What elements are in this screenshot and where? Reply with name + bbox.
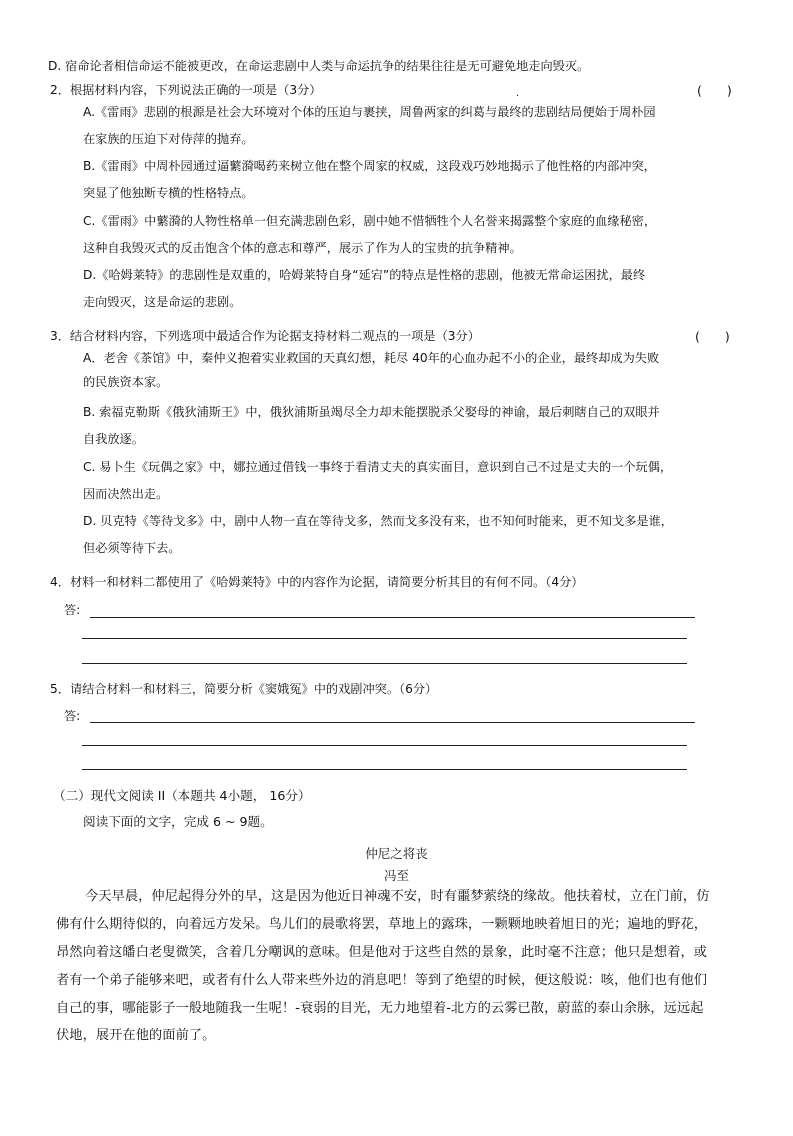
q2-option-c-line1: C.《雷雨》中蘩漪的人物性格单一但充满悲剧色彩，剧中她不惜牺牲个人名誉来揭露整个家庭的血缘秘密， [83,214,657,228]
article-line-1: 今天早晨，仲尼起得分外的早，这是因为他近日神魂不安，时有噩梦萦绕的缘故。他扶着杖，立在门前，仿 [85,889,710,904]
q4-answer-line-3[interactable] [82,663,687,664]
article-line-4: 者有一个弟子能够来吧，或者有什么人带来些外边的消息吧！等到了绝望的时候，便这般说：咳，他们也有他们 [56,973,708,988]
article-line-3: 昂然向着这皤白老叟微笑，含着几分嘲讽的意味。但是他对于这些自然的景象，此时毫不注意；他只是想着，或 [56,945,708,960]
article-line-2: 佛有什么期待似的，向着远方发呆。鸟儿们的晨歌将罢，草地上的露珠，一颗颗地映着旭日的光；遍地的野花， [56,917,708,932]
article-line-6: 伏地，展开在他的面前了。 [56,1028,216,1043]
q3-option-a-line1: A．老舍《茶馆》中，秦仲义抱着实业救国的天真幻想，耗尽 40年的心血办起不小的企业，最终却成为失败 [83,351,660,365]
q2-stem: 2．根据材料内容，下列说法正确的一项是（3分） [50,83,322,97]
q5-answer-line-2[interactable] [82,745,687,746]
q2-option-c-line2: 这种自我毁灭式的反击饱含个体的意志和尊严，展示了作为人的宝贵的抗争精神。 [83,241,522,255]
article-author: 冯至 [383,868,409,883]
q4-stem: 4．材料一和材料二都使用了《哈姆莱特》中的内容作为论据，请简要分析其目的有何不同。（4分） [50,575,584,589]
section-2-instruction: 阅读下面的文字，完成 6 ~ 9题。 [83,814,273,829]
q2-option-a-line1: A.《雷雨》悲剧的根源是社会大环境对个体的压迫与裹挟，周鲁两家的纠葛与最终的悲剧结局便始于周朴园 [83,105,656,119]
q1-option-d: D. 宿命论者相信命运不能被更改，在命运悲剧中人类与命运抗争的结果往往是无可避免地走向毁灭。 [48,59,590,73]
q3-answer-paren: ( ) [695,329,730,344]
q2-option-a-line2: 在家族的压迫下对侍萍的抛弃。 [83,132,254,146]
q3-option-d-line2: 但必须等待下去。 [83,541,181,555]
q3-option-d-line1: D. 贝克特《等待戈多》中，剧中人物一直在等待戈多，然而戈多没有来，也不知何时能来，更不知戈多是谁， [83,514,673,528]
q2-option-b-line2: 突显了他独断专横的性格特点。 [83,186,254,200]
article-line-5: 自己的事，哪能影子一般地随我一生呢！-衰弱的目光，无力地望着-北方的云雾已散，蔚蓝的泰山余脉，远远起 [56,1001,704,1016]
q3-option-c-line2: 因而决然出走。 [83,487,169,501]
q4-answer-line-1[interactable] [90,617,695,618]
q2-option-d-line1: D.《哈姆莱特》的悲剧性是双重的，哈姆莱特自身“延宕”的特点是性格的悲剧，他被无常命运困扰，最终 [83,268,646,282]
q2-option-b-line1: B.《雷雨》中周朴园通过逼蘩漪喝药来树立他在整个周家的权威，这段戏巧妙地揭示了他性格的内部冲突， [83,159,656,173]
q2-answer-paren: ( ) [697,83,732,98]
article-title: 仲尼之将丧 [365,846,428,861]
q2-option-d-line2: 走向毁灭，这是命运的悲剧。 [83,295,242,309]
q5-stem: 5．请结合材料一和材料三，简要分析《窦娥冤》中的戏剧冲突。（6分） [50,682,438,696]
q3-stem: 3．结合材料内容，下列选项中最适合作为论据支持材料二观点的一项是（3分） [50,329,480,343]
q4-answer-label: 答: [64,603,81,617]
q5-answer-line-1[interactable] [90,722,695,723]
q3-option-b-line1: B. 索福克勒斯《俄狄浦斯王》中，俄狄浦斯虽竭尽全力却未能摆脱杀父娶母的神谕，最后刺瞎自己的双眼并 [83,405,660,419]
stray-dot: . [516,88,520,99]
q3-option-a-line2: 的民族资本家。 [83,375,169,389]
q3-option-b-line2: 自我放逐。 [83,432,144,446]
q5-answer-label: 答: [64,709,81,723]
q3-option-c-line1: C. 易卜生《玩偶之家》中，娜拉通过借钱一事终于看清丈夫的真实面目，意识到自己不过是丈夫的一个玩偶， [83,460,673,474]
section-2-heading: （二）现代文阅读 II（本题共 4小题， 16分） [53,788,311,803]
q4-answer-line-2[interactable] [82,638,687,639]
q5-answer-line-3[interactable] [82,769,687,770]
